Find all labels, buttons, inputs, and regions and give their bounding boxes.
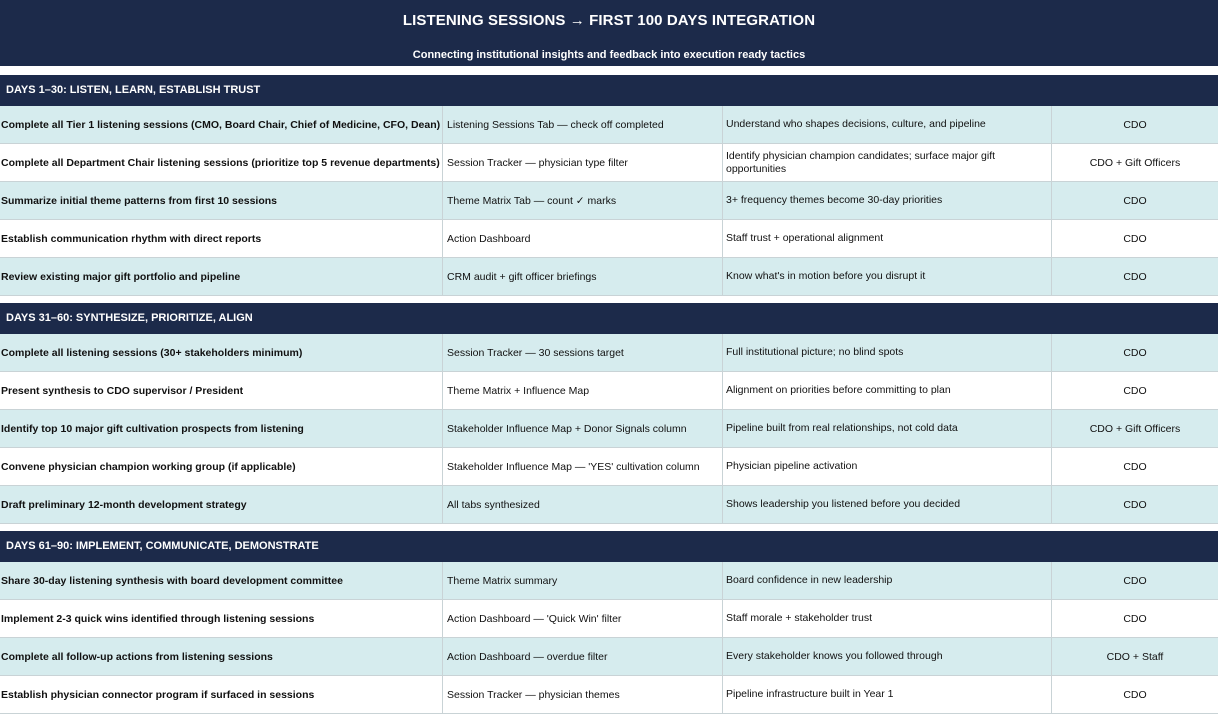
outcome-cell[interactable]: Physician pipeline activation	[722, 448, 1051, 485]
owner-cell[interactable]: CDO	[1051, 258, 1218, 295]
page-banner	[0, 0, 1218, 66]
outcome-cell[interactable]: Board confidence in new leadership	[722, 562, 1051, 599]
section-header-days-31-60: DAYS 31–60: SYNTHESIZE, PRIORITIZE, ALIGN	[0, 303, 1218, 334]
outcome-cell[interactable]: Every stakeholder knows you followed through	[722, 638, 1051, 675]
table-row[interactable]	[0, 448, 1218, 486]
owner-cell[interactable]: CDO	[1051, 220, 1218, 257]
task-cell[interactable]: Establish communication rhythm with direct reports	[1, 232, 262, 245]
outcome-cell[interactable]: Identify physician champion candidates; surface major gift opportunities	[722, 144, 1051, 181]
outcome-cell[interactable]: Shows leadership you listened before you decided	[722, 486, 1051, 523]
task-cell[interactable]: Present synthesis to CDO supervisor / President	[1, 384, 244, 397]
outcome-cell[interactable]: Alignment on priorities before committing to plan	[722, 372, 1051, 409]
owner-cell[interactable]: CDO	[1051, 106, 1218, 143]
page-subtitle: Connecting institutional insights and feedback into execution ready tactics	[412, 49, 806, 61]
tool-cell[interactable]: Theme Matrix + Influence Map	[442, 372, 722, 409]
table-row[interactable]	[0, 676, 1218, 714]
table-row[interactable]	[0, 106, 1218, 144]
task-cell[interactable]: Summarize initial theme patterns from first 10 sessions	[1, 194, 278, 207]
outcome-cell[interactable]: 3+ frequency themes become 30-day priorities	[722, 182, 1051, 219]
section-header-days-1-30: DAYS 1–30: LISTEN, LEARN, ESTABLISH TRUST	[0, 75, 1218, 106]
task-cell[interactable]: Draft preliminary 12-month development strategy	[1, 498, 247, 511]
owner-cell[interactable]: CDO	[1051, 676, 1218, 713]
tool-cell[interactable]: Theme Matrix Tab — count ✓ marks	[442, 182, 722, 219]
table-row[interactable]	[0, 486, 1218, 524]
task-cell[interactable]: Complete all Tier 1 listening sessions (CMO, Board Chair, Chief of Medicine, CFO, Dean)	[1, 118, 441, 131]
tool-cell[interactable]: Session Tracker — physician type filter	[442, 144, 722, 181]
tool-cell[interactable]: Session Tracker — physician themes	[442, 676, 722, 713]
outcome-cell[interactable]: Pipeline built from real relationships, not cold data	[722, 410, 1051, 447]
table-row[interactable]	[0, 372, 1218, 410]
task-cell[interactable]: Complete all Department Chair listening sessions (prioritize top 5 revenue departments)	[1, 156, 440, 169]
owner-cell[interactable]: CDO	[1051, 562, 1218, 599]
table-row[interactable]	[0, 258, 1218, 296]
task-cell[interactable]: Convene physician champion working group (if applicable)	[1, 460, 296, 473]
section-header-days-61-90: DAYS 61–90: IMPLEMENT, COMMUNICATE, DEMONSTRATE	[0, 531, 1218, 562]
tool-cell[interactable]: Action Dashboard — overdue filter	[442, 638, 722, 675]
table-row[interactable]	[0, 334, 1218, 372]
task-cell[interactable]: Complete all listening sessions (30+ stakeholders minimum)	[1, 346, 303, 359]
owner-cell[interactable]: CDO + Staff	[1051, 638, 1218, 675]
table-row[interactable]	[0, 638, 1218, 676]
owner-cell[interactable]: CDO	[1051, 448, 1218, 485]
owner-cell[interactable]: CDO	[1051, 334, 1218, 371]
outcome-cell[interactable]: Staff trust + operational alignment	[722, 220, 1051, 257]
outcome-cell[interactable]: Pipeline infrastructure built in Year 1	[722, 676, 1051, 713]
outcome-cell[interactable]: Full institutional picture; no blind spots	[722, 334, 1051, 371]
tool-cell[interactable]: All tabs synthesized	[442, 486, 722, 523]
table-row[interactable]	[0, 562, 1218, 600]
outcome-cell[interactable]: Know what's in motion before you disrupt it	[722, 258, 1051, 295]
tool-cell[interactable]: Stakeholder Influence Map + Donor Signals column	[442, 410, 722, 447]
owner-cell[interactable]: CDO	[1051, 600, 1218, 637]
outcome-cell[interactable]: Staff morale + stakeholder trust	[722, 600, 1051, 637]
table-row[interactable]	[0, 410, 1218, 448]
table-row[interactable]	[0, 182, 1218, 220]
task-cell[interactable]: Complete all follow-up actions from listening sessions	[1, 650, 273, 663]
task-cell[interactable]: Identify top 10 major gift cultivation prospects from listening	[1, 422, 304, 435]
outcome-cell[interactable]: Understand who shapes decisions, culture, and pipeline	[722, 106, 1051, 143]
task-cell[interactable]: Review existing major gift portfolio and pipeline	[1, 270, 241, 283]
owner-cell[interactable]: CDO	[1051, 486, 1218, 523]
owner-cell[interactable]: CDO + Gift Officers	[1051, 144, 1218, 181]
tool-cell[interactable]: Action Dashboard	[442, 220, 722, 257]
tool-cell[interactable]: Listening Sessions Tab — check off completed	[442, 106, 722, 143]
task-cell[interactable]: Share 30-day listening synthesis with board development committee	[1, 574, 343, 587]
task-cell[interactable]: Implement 2-3 quick wins identified through listening sessions	[1, 612, 315, 625]
table-row[interactable]	[0, 144, 1218, 182]
task-cell[interactable]: Establish physician connector program if surfaced in sessions	[1, 688, 315, 701]
owner-cell[interactable]: CDO + Gift Officers	[1051, 410, 1218, 447]
tool-cell[interactable]: Theme Matrix summary	[442, 562, 722, 599]
tool-cell[interactable]: Stakeholder Influence Map — 'YES' cultivation column	[442, 448, 722, 485]
owner-cell[interactable]: CDO	[1051, 372, 1218, 409]
tool-cell[interactable]: CRM audit + gift officer briefings	[442, 258, 722, 295]
table-row[interactable]	[0, 600, 1218, 638]
tool-cell[interactable]: Session Tracker — 30 sessions target	[442, 334, 722, 371]
owner-cell[interactable]: CDO	[1051, 182, 1218, 219]
tool-cell[interactable]: Action Dashboard — 'Quick Win' filter	[442, 600, 722, 637]
page-title: LISTENING SESSIONS → FIRST 100 DAYS INTEGRATION	[402, 12, 816, 29]
table-row[interactable]	[0, 220, 1218, 258]
